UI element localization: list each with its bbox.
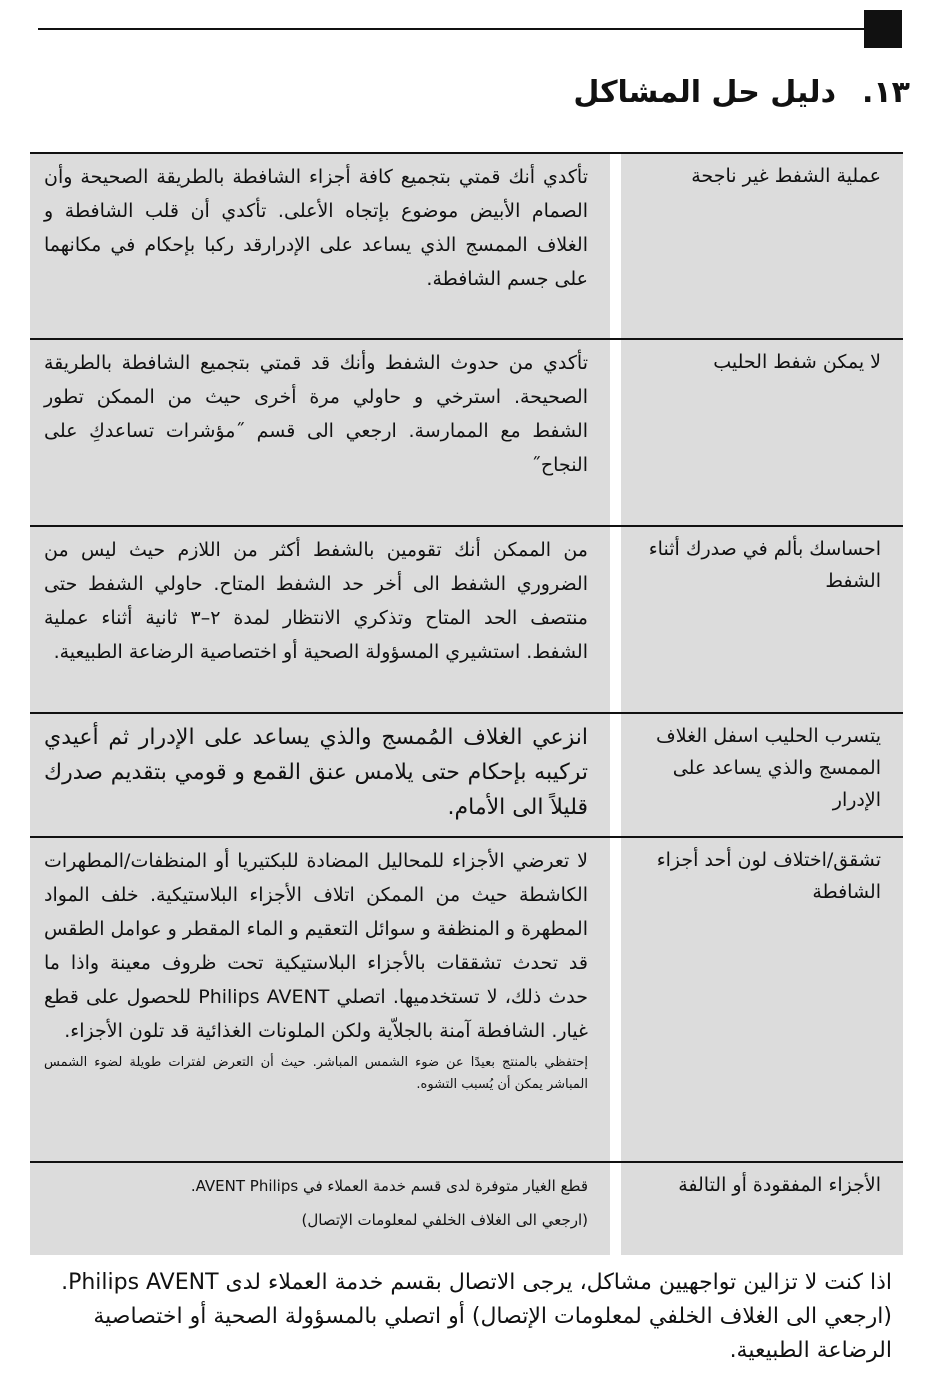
problem-cell: يتسرب الحليب اسفل الغلاف الممسج والذي يساعد على الإدرار [621, 714, 903, 836]
problem-cell: تشقق/اختلاف لون أحد أجزاء الشافطة [621, 838, 903, 1161]
section-tab-marker [864, 10, 902, 48]
table-row [30, 340, 903, 525]
solution-cell [30, 1163, 610, 1255]
section-number: ١٣. [861, 75, 910, 110]
table-row [30, 714, 903, 836]
solution-cell: تأكدي أنك قمتي بتجميع كافة أجزاء الشافطة بالطريقة الصحيحة وأن الصمام الأبيض موضوع بإتجاه الأعلى. تأكدي أن قلب الشافطة و الغلاف الممسج الذي يساعد على الإدرارقد ركبا بإحكام في مكانهما على جسم الشافطة. [30, 154, 610, 338]
problem-cell: عملية الشفط غير ناجحة [621, 154, 903, 338]
solution-cell: انزعي الغلاف المُمسج والذي يساعد على الإدرار ثم أعيدي تركيبه بإحكام حتى يلامس عنق القمع و قومي بتقديم صدرك قليلاً الى الأمام. [30, 714, 610, 836]
sunlight-note: إحتفظي بالمنتج بعيدًا عن ضوء الشمس المباشر. حيث أن التعرض لفترات طويلة لضوء الشمس المباشر يمكن أن يُسبب التشوه. [44, 1055, 588, 1092]
header-rule [38, 28, 864, 30]
solution-cell: من الممكن أنك تقومين بالشفط أكثر من اللازم حيث ليس من الضروري الشفط الى أخر حد الشفط المتاح. حاولي الشفط حتى منتصف الحد المتاح وتذكري الانتظار لمدة ٢–٣ ثانية أثناء عملية الشفط. استشيري المسؤولة الصحية أو اختصاصية الرضاعة الطبيعية. [30, 527, 610, 712]
footer-paragraph: اذا كنت لا تزالين تواجهيين مشاكل، يرجى الاتصال بقسم خدمة العملاء لدى Philips AVENT. (ارجعي الى الغلاف الخلفي لمعلومات الإتصال) أو اتصلي بالمسؤولة الصحية أو اختصاصية الرضاعة الطبيعية. [61, 1270, 892, 1363]
table-row [30, 527, 903, 712]
solution-text: قطع الغيار متوفرة لدى قسم خدمة العملاء في AVENT Philips. [190, 1177, 588, 1195]
solution-cell: تأكدي من حدوث الشفط وأنك قد قمتي بتجميع الشافطة بالطريقة الصحيحة. استرخي و حاولي مرة أخرى حيث من الممكن تطور الشفط مع الممارسة. ارجعي الى قسم ˝مؤشرات تساعدكِ على النجاح˝ [30, 340, 610, 525]
solution-text: لا تعرضي الأجزاء للمحاليل المضادة للبكتيريا أو المنظفات/المطهرات الكاشطة حيث من الممكن اتلاف الأجزاء البلاستيكية. خلف المواد المطهرة و المنظفة و سوائل التعقيم و الماء المقطر و عوامل الطقس قد تحدث تشققات بالأجزاء البلاستيكية تحت ظروف معينة واذا ما حدث ذلك، لا تستخدميها. اتصلي Philips AVENT للحصول على قطع غيار. الشافطة آمنة بالجلاّية ولكن الملونات الغذائية قد تلون الأجزاء. [44, 850, 588, 1042]
page-title [573, 75, 910, 110]
table-row [30, 154, 903, 338]
table-row [30, 1163, 903, 1255]
table-row [30, 838, 903, 1161]
problem-cell: الأجزاء المفقودة أو التالفة [621, 1163, 903, 1255]
contact-note: (ارجعي الى الغلاف الخلفي لمعلومات الإتصال) [301, 1211, 588, 1229]
section-title-text: دليل حل المشاكل [573, 75, 836, 110]
solution-cell [30, 838, 610, 1161]
problem-cell: لا يمكن شفط الحليب [621, 340, 903, 525]
problem-cell: احساسك بألم في صدرك أثناء الشفط [621, 527, 903, 712]
